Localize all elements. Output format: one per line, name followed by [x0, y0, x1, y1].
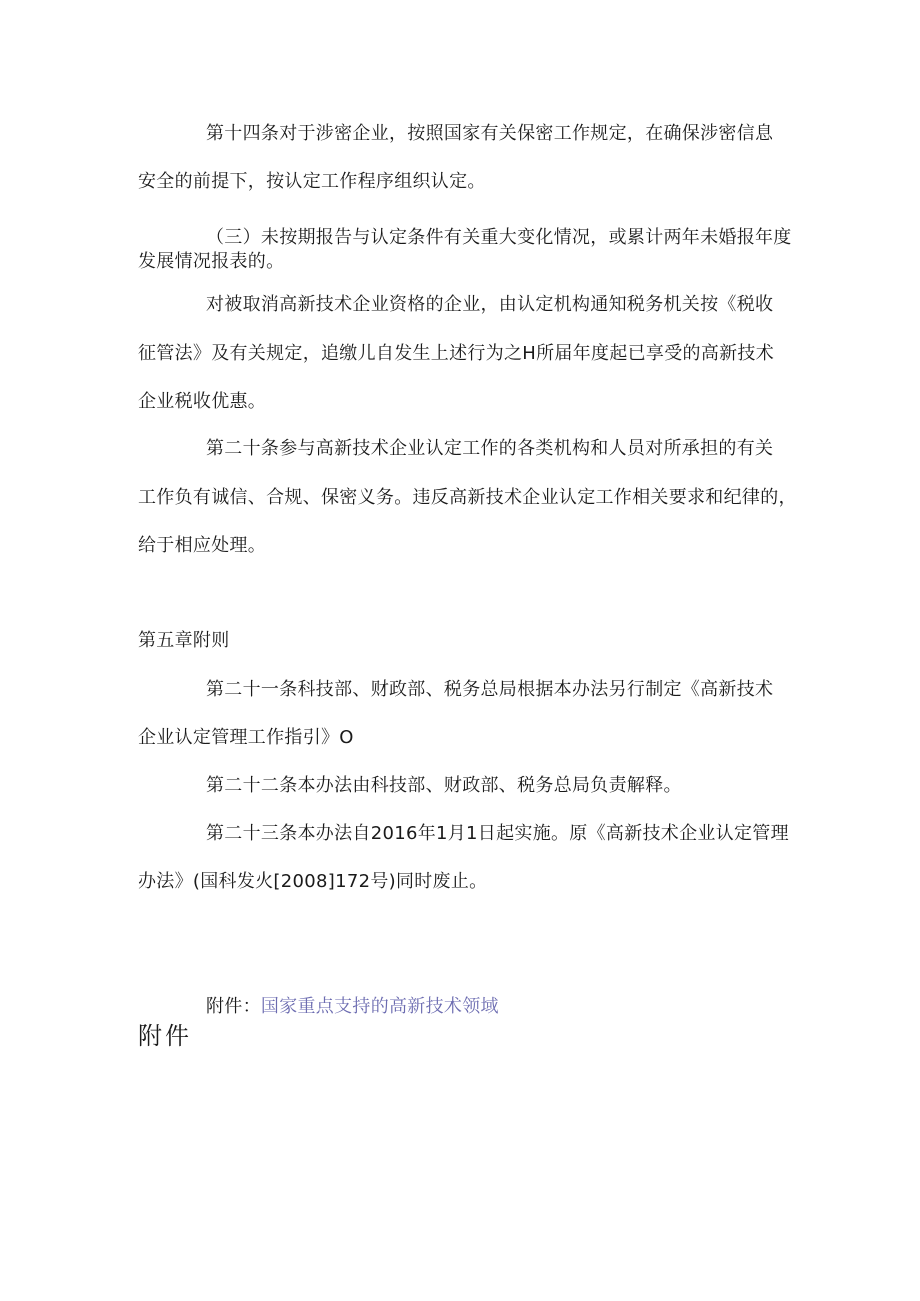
item3-line2: 发展情况报表的。 — [138, 251, 285, 272]
revocation-line1: 对被取消高新技术企业资格的企业，由认定机构通知税务机关按《税收 — [206, 294, 774, 315]
article14-line1: 第十四条对于涉密企业，按照国家有关保密工作规定，在确保涉密信息 — [206, 123, 774, 144]
attachment-line — [206, 995, 499, 1019]
attachment-heading: 附件 — [138, 1022, 192, 1050]
revocation-line2: 征管法》及有关规定，追缴儿自发生上述行为之H所届年度起已享受的高新技术 — [138, 343, 775, 364]
revocation-line3: 企业税收优惠。 — [138, 391, 267, 412]
item3-line1: （三）未按期报告与认定条件有关重大变化情况，或累计两年未婚报年度 — [206, 227, 792, 248]
article20-line1: 第二十条参与高新技术企业认定工作的各类机构和人员对所承担的有关 — [206, 438, 774, 459]
article22-line1: 第二十二条本办法由科技部、财政部、税务总局负责解释。 — [206, 775, 682, 796]
article14-line2: 安全的前提下，按认定工作程序组织认定。 — [138, 171, 486, 192]
article20-line2: 工作负有诚信、合规、保密义务。违反高新技术企业认定工作相关要求和纪律的， — [138, 487, 797, 508]
article21-line1: 第二十一条科技部、财政部、税务总局根据本办法另行制定《高新技术 — [206, 679, 774, 700]
article21-line2: 企业认定管理工作指引》O — [138, 727, 354, 748]
article23-line1: 第二十三条本办法自2016年1月1日起实施。原《高新技术企业认定管理 — [206, 823, 789, 844]
chapter5-title: 第五章附则 — [138, 630, 230, 651]
article20-line3: 给于相应处理。 — [138, 535, 267, 556]
article23-line2: 办法》(国科发火[2008]172号)同时废止。 — [138, 871, 488, 892]
attachment-link[interactable]: 国家重点支持的高新技术领域 — [260, 996, 499, 1017]
attachment-label: 附件： — [206, 996, 261, 1017]
